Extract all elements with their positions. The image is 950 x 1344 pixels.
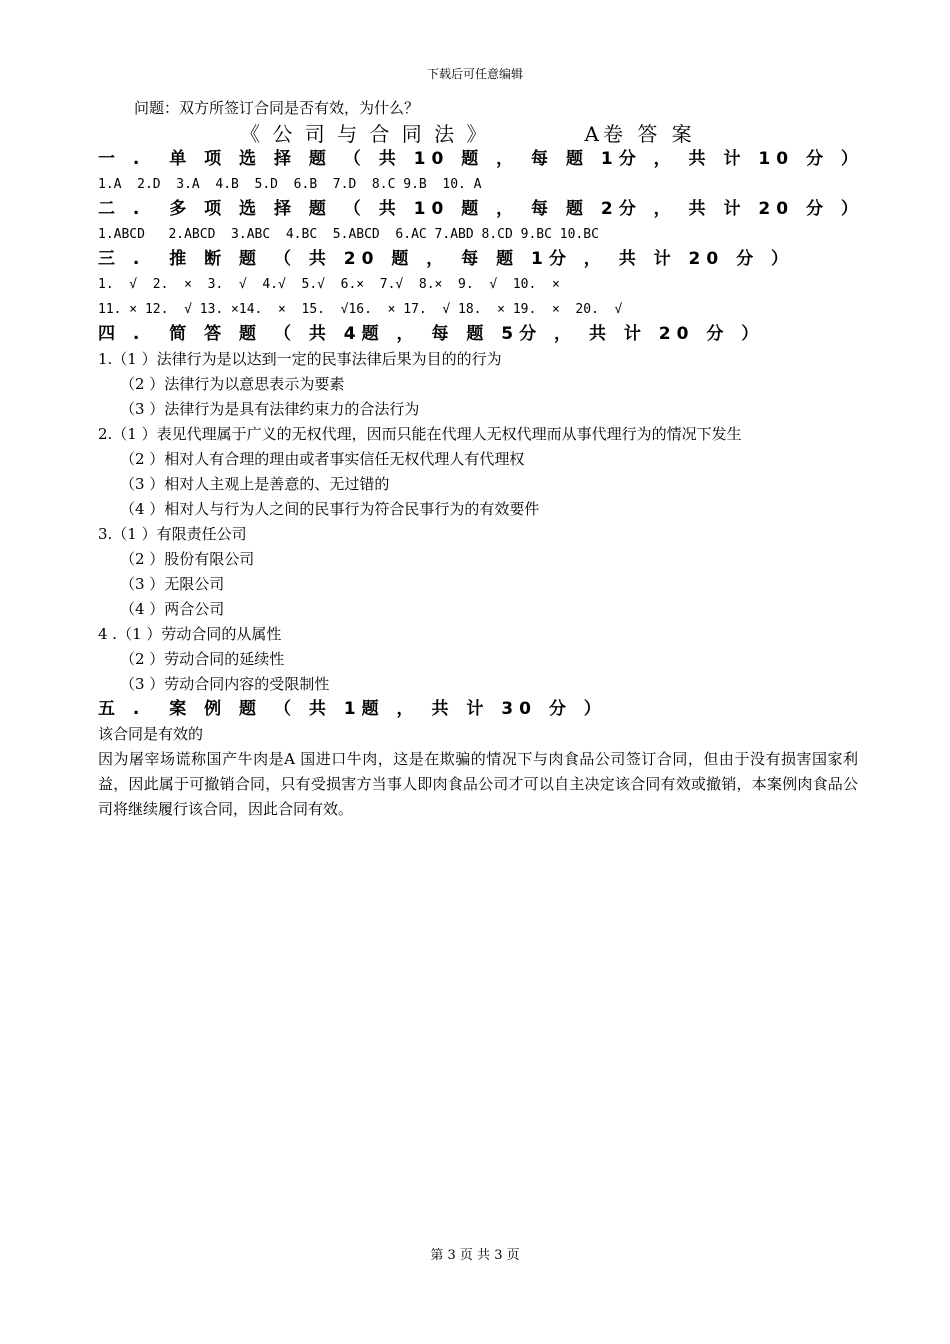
section-2-answers: 1.ABCD 2.ABCD 3.ABC 4.BC 5.ABCD 6.AC 7.ABD 8.CD 9.BC 10.BC bbox=[98, 227, 599, 242]
page-footer: 第 3 页 共 3 页 bbox=[430, 1248, 520, 1263]
answer-line: （3 ）相对人主观上是善意的、无过错的 bbox=[120, 475, 390, 493]
case-question: 问题：双方所签订合同是否有效，为什么？ bbox=[134, 99, 420, 117]
title-sub: A卷 答 案 bbox=[584, 122, 696, 146]
section-heading-5: 五 . 案 例 题 （ 共 1题 ， 共 计 30 分 ） bbox=[98, 699, 607, 719]
answer-line: （3 ）法律行为是具有法律约束力的合法行为 bbox=[120, 400, 420, 418]
answer-line: 2.（1 ）表见代理属于广义的无权代理，因而只能在代理人无权代理而从事代理行为的情况下发生 bbox=[98, 425, 742, 443]
page-header: 下载后可任意编辑 bbox=[426, 67, 523, 81]
section-3-answers-line-2: 11. × 12. √ 13. ×14. × 15. √16. × 17. √ 18. × 19. × 20. √ bbox=[98, 302, 623, 317]
answer-line: （3 ）无限公司 bbox=[120, 575, 225, 593]
section-heading-3: 三 . 推 断 题 （ 共 20 题 ， 每 题 1分 ， 共 计 20 分 ） bbox=[98, 249, 795, 269]
answer-line: （2 ）相对人有合理的理由或者事实信任无权代理人有代理权 bbox=[120, 450, 525, 468]
section-1-answers: 1.A 2.D 3.A 4.B 5.D 6.B 7.D 8.C 9.B 10. A bbox=[98, 177, 482, 192]
section-heading-4: 四 . 简 答 题 （ 共 4题 ， 每 题 5分 ， 共 计 20 分 ） bbox=[98, 324, 765, 344]
answer-line: （2 ）法律行为以意思表示为要素 bbox=[120, 375, 345, 393]
answer-line: （2 ）劳动合同的延续性 bbox=[120, 650, 285, 668]
answer-line: 3.（1 ）有限责任公司 bbox=[98, 525, 247, 543]
section-3-answers-line-1: 1. √ 2. × 3. √ 4.√ 5.√ 6.× 7.√ 8.× 9. √ 10. × bbox=[98, 277, 560, 292]
answer-line: （2 ）股份有限公司 bbox=[120, 550, 255, 568]
document-body bbox=[98, 96, 864, 822]
section-heading-1: 一 . 单 项 选 择 题 （ 共 10 题 ， 每 题 1分 ， 共 计 10 分 ） bbox=[98, 149, 864, 169]
page-title bbox=[98, 121, 858, 147]
case-reasoning: 因为屠宰场谎称国产牛肉是A 国进口牛肉，这是在欺骗的情况下与肉食品公司签订合同，但由于没有损害国家利益，因此属于可撤销合同，只有受损害方当事人即肉食品公司才可以自主决定该合同有效或撤销，本案例肉食品公司将继续履行该合同，因此合同有效。 bbox=[98, 750, 858, 818]
answer-line: 1.（1 ）法律行为是以达到一定的民事法律后果为目的的行为 bbox=[98, 350, 502, 368]
title-main: 《 公 司 与 合 同 法 》 bbox=[240, 122, 490, 146]
answer-line: （4 ）两合公司 bbox=[120, 600, 225, 618]
answer-line: （3 ）劳动合同内容的受限制性 bbox=[120, 675, 330, 693]
answer-line: （4 ）相对人与行为人之间的民事行为符合民事行为的有效要件 bbox=[120, 500, 540, 518]
section-heading-2: 二 . 多 项 选 择 题 （ 共 10 题 ， 每 题 2分 ， 共 计 20 分 ） bbox=[98, 199, 864, 219]
answer-line: 4 .（1 ）劳动合同的从属性 bbox=[98, 625, 282, 643]
case-conclusion: 该合同是有效的 bbox=[98, 725, 204, 743]
